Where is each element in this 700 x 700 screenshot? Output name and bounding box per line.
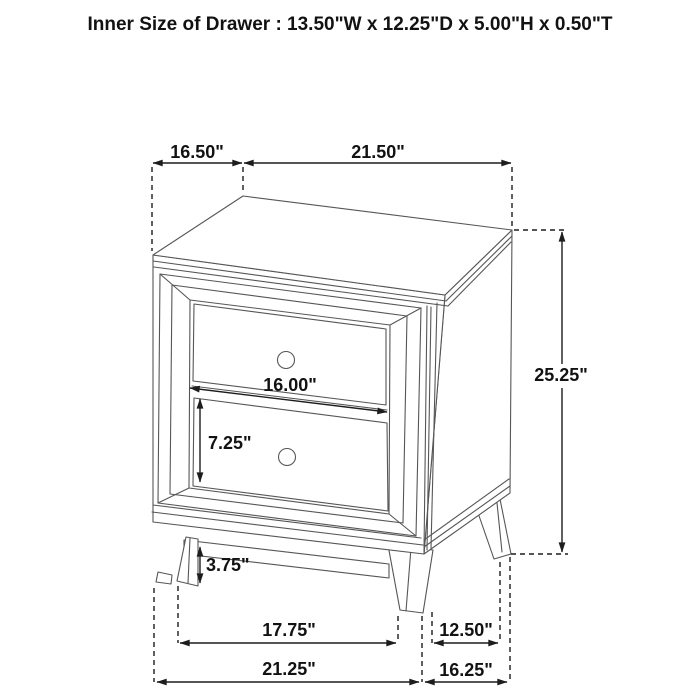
dim-side-leg-spacing [434,620,498,643]
drawer-width-label: 16.00" [263,375,317,395]
base-width-label: 21.25" [262,659,316,679]
side-leg-spacing-label: 12.50" [439,620,493,640]
overall-height-label: 25.25" [534,365,588,385]
top-width-label: 21.50" [351,142,405,162]
top-drawer-knob-icon [278,352,295,369]
drawer-front-height-label: 7.25" [208,433,252,453]
bottom-drawer-knob-icon [279,449,296,466]
base-depth-label: 16.25" [439,660,493,680]
top-depth-label: 16.50" [170,142,224,162]
diagram-title: Inner Size of Drawer : 13.50"W x 12.25"D x 5.00"H x 0.50"T [87,14,613,35]
leg-height-label: 3.75" [206,555,250,575]
front-leg-spacing-label: 17.75" [262,620,316,640]
